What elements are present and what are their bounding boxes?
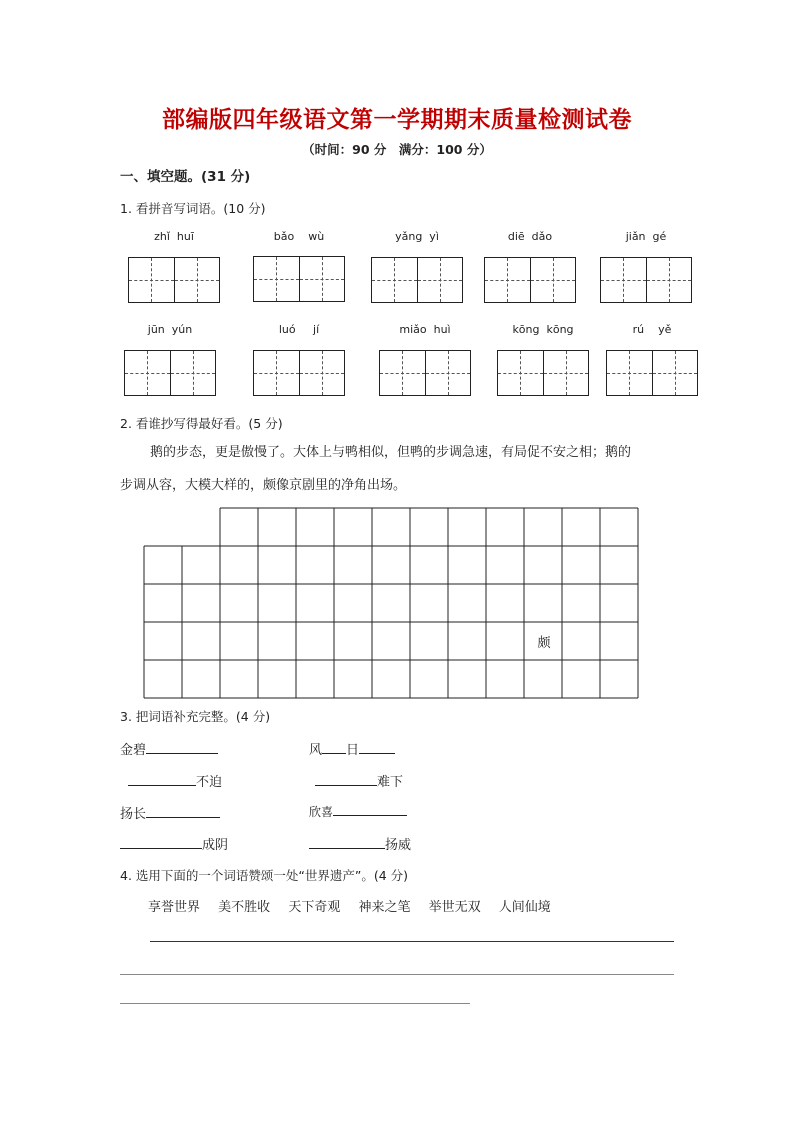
answer-blank[interactable] bbox=[333, 803, 407, 816]
pinyin-label: kōng kōng bbox=[512, 323, 574, 336]
pinyin-label: jūn yún bbox=[147, 323, 193, 336]
pinyin-label: jiǎn gé bbox=[625, 230, 667, 243]
answer-blank[interactable] bbox=[146, 805, 220, 818]
question-3-label: 3. 把词语补充完整。(4 分) bbox=[120, 709, 271, 724]
answer-line[interactable] bbox=[120, 974, 674, 975]
question-1-label: 1. 看拼音写词语。(10 分) bbox=[120, 201, 266, 216]
fill-blank-item: 金碧 bbox=[120, 739, 218, 758]
pinyin-label: diē dǎo bbox=[507, 230, 553, 243]
pinyin-label: rú yě bbox=[632, 323, 672, 336]
pinyin-label: yǎng yì bbox=[395, 230, 439, 243]
pinyin-label: miǎo huì bbox=[399, 323, 451, 336]
answer-blank[interactable] bbox=[146, 741, 218, 754]
question-2-label: 2. 看谁抄写得最好看。(5 分) bbox=[120, 416, 283, 431]
fill-blank-item: 扬威 bbox=[309, 834, 411, 853]
grid-example-char: 颇 bbox=[537, 636, 551, 651]
answer-line[interactable] bbox=[120, 1003, 470, 1004]
fill-blank-item: 难下 bbox=[315, 771, 403, 790]
word-choices bbox=[148, 896, 565, 915]
section-heading-fill-in: 一、填空题。(31 分) bbox=[120, 169, 251, 185]
fill-blank-item: 扬长 bbox=[120, 803, 220, 822]
word-choice: 美不胜收 bbox=[218, 900, 271, 915]
question-4-label: 4. 选用下面的一个词语赞颂一处“世界遗产”。(4 分) bbox=[120, 868, 409, 883]
answer-blank[interactable] bbox=[315, 773, 377, 786]
fill-blank-item: 成阴 bbox=[120, 834, 228, 853]
fill-blank-item: 欣喜 bbox=[309, 803, 407, 820]
word-choice: 举世无双 bbox=[428, 900, 481, 915]
word-choice: 神来之笔 bbox=[358, 900, 411, 915]
word-choice: 天下奇观 bbox=[288, 900, 341, 915]
answer-blank[interactable] bbox=[128, 773, 196, 786]
fill-blank-item: 风 日 bbox=[309, 739, 395, 758]
page-title: 部编版四年级语文第一学期期末质量检测试卷 bbox=[162, 106, 632, 133]
word-choice: 人间仙境 bbox=[498, 900, 551, 915]
answer-line[interactable] bbox=[150, 941, 674, 942]
answer-blank[interactable] bbox=[120, 836, 202, 849]
passage-line-2: 步调从容，大模大样的，颇像京剧里的净角出场。 bbox=[120, 478, 407, 493]
answer-blank[interactable] bbox=[309, 836, 385, 849]
pinyin-label: luó jí bbox=[278, 323, 320, 336]
passage-line-1: 鹅的步态，更是傲慢了。大体上与鸭相似，但鸭的步调急速，有局促不安之相；鹅的 bbox=[150, 445, 632, 460]
answer-blank[interactable] bbox=[359, 741, 395, 754]
answer-blank[interactable] bbox=[322, 741, 346, 754]
fill-blank-item: 不迫 bbox=[128, 771, 222, 790]
pinyin-label: bǎo wù bbox=[273, 230, 325, 243]
exam-info: （时间：90 分 满分：100 分） bbox=[302, 142, 492, 157]
word-choice: 享誉世界 bbox=[148, 900, 201, 915]
pinyin-label: zhǐ huī bbox=[154, 230, 194, 243]
